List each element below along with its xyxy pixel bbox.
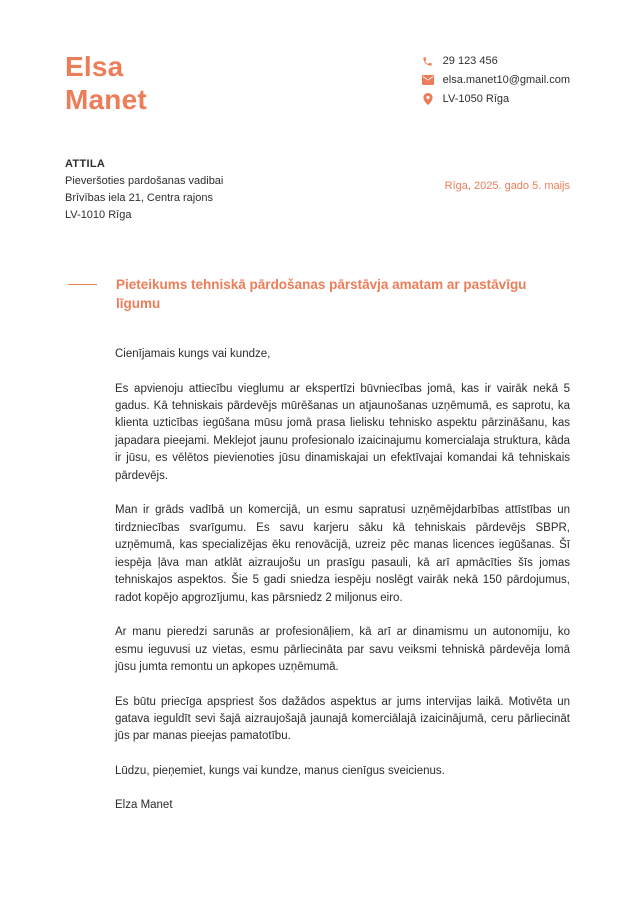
paragraph-4: Es būtu priecīga apspriest šos dažādos aspektus ar jums intervijas laikā. Motivēta un gatava ieguldīt sevi šajā aizraujošajā jaunajā komerciālajā izaicinājumā, ceru pārliecināt jūs par manas pieejas pamatotību. — [115, 695, 570, 743]
subject-band — [0, 224, 640, 314]
subject-title: Pieteikums tehniskā pārdošanas pārstāvja amatam ar pastāvīgu līgumu — [116, 277, 527, 312]
contact-phone-row — [422, 55, 570, 67]
map-pin-icon — [422, 93, 434, 105]
contact-email-row — [422, 74, 570, 86]
letter-body — [0, 314, 640, 815]
closing-line: Lūdzu, pieņemiet, kungs vai kundze, manus cienīgus sveicienus. — [115, 764, 445, 777]
signature-name: Elza Manet — [115, 799, 173, 812]
paragraph-2: Man ir grāds vadībā un komercijā, un esmu sapratusi uzņēmējdarbības attīstības un tirdzniecības svarīgumu. Es savu karjeru sāku kā tehniskais pārdevējs SBPR, uzņēmumā, kas specializējas ēku renovācijā, uzreiz pēc manas licences iegūšanas. Šī iespēja ļāva man atklāt aizraujošu un prasīgu pasauli, kā arī apmācīties šīs jomas tehniskajos aspektos. Šie 5 gadi sniedza iespēju noslēgt vairāk nekā 150 pārdojumus, radot kopējo apgrozījumu, kas pārsniedz 2 miljonus eiro. — [115, 504, 570, 604]
recipient-line1: Pieveršoties pardošanas vadibai — [65, 175, 224, 188]
recipient-company: ATTILA — [65, 158, 106, 171]
sender-name-line2: Manet — [65, 84, 147, 116]
envelope-icon — [422, 74, 434, 86]
recipient-block — [65, 156, 223, 224]
contact-location: LV-1050 Rīga — [442, 93, 510, 105]
phone-icon — [422, 55, 434, 67]
contact-block — [422, 50, 570, 116]
contact-phone: 29 123 456 — [442, 55, 498, 67]
contact-email: elsa.manet10@gmail.com — [442, 74, 570, 86]
paragraph-3: Ar manu pieredzi sarunās ar profesionāļiem, kā arī ar dinamismu un autonomiju, ko esmu ieguvusi uz vietas, esmu pārliecināta par savu veiksmi tehniskā pārdevēja lomā jūsu jumta remontu un apkopes uzņēmumā. — [115, 626, 570, 674]
subject-dash-rule — [68, 284, 97, 285]
address-band — [0, 116, 640, 224]
greeting: Cienījamais kungs vai kundze, — [115, 348, 271, 361]
letter-date: Rīga, 2025. gado 5. maijs — [444, 180, 570, 193]
contact-location-row — [422, 93, 570, 105]
recipient-line2: Brīvības iela 21, Centra rajons — [65, 192, 213, 205]
letter-header — [0, 0, 640, 116]
sender-name — [65, 50, 147, 116]
sender-name-line1: Elsa — [65, 51, 124, 82]
paragraph-1: Es apvienoju attiecību vieglumu ar ekspertīzi būvniecības jomā, kas ir vairāk nekā 5 gadus. Kā tehniskais pārdevējs mūrēšanas un atjaunošanas uzņēmumā, es saprotu, ka klienta uzticības iegūšana mūsu jomā prasa lielisku tehnisko aspektu pārzināšanu, kas japadara pieejami. Meklejot jaunu profesionalo izaicinajumu komercialaja struktura, kāda ir jūsu, es vēlētos pievienoties jūsu dinamiskajai un efektīvajai komandai kā tehniskais pārdevējs. — [115, 382, 570, 482]
recipient-line3: LV-1010 Rīga — [65, 209, 132, 222]
